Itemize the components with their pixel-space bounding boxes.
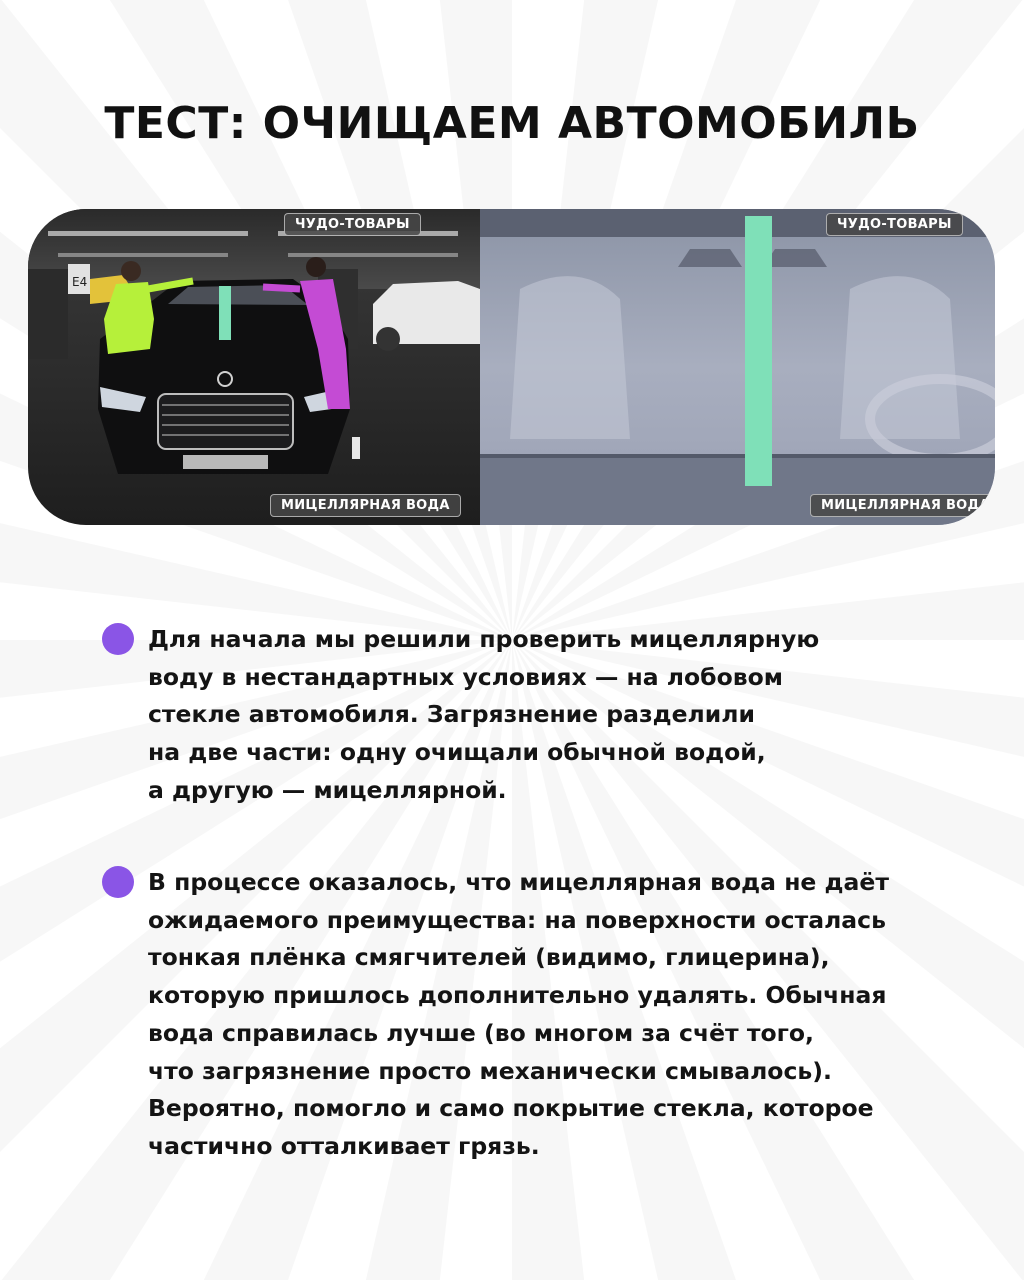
windshield-image: [480, 209, 995, 525]
watermark-top-right: ЧУДО-ТОВАРЫ: [826, 213, 963, 236]
watermark-bottom-right: МИЦЕЛЛЯРНАЯ ВОДА: [810, 494, 995, 517]
page-title: ТЕСТ: ОЧИЩАЕМ АВТОМОБИЛЬ: [104, 98, 920, 149]
watermark-bottom-left: МИЦЕЛЛЯРНАЯ ВОДА: [270, 494, 461, 517]
photo-collage: [28, 209, 995, 525]
garage-sign-text: E4: [72, 275, 88, 289]
bullet-text: В процессе оказалось, что мицеллярная вода не даёт ожидаемого преимущества: на поверхности осталась тонкая плёнка смягчителей (видимо, глицерина), которую пришлось дополнительно удалять. Обычная вода справилась лучше (во многом за счёт того, что загрязнение просто механически смывалось). Вероятно, помогло и само покрытие стекла, которое частично отталкивает грязь.: [148, 868, 889, 1160]
garage-car-image: [28, 209, 480, 525]
car-cleaning-photo: [28, 209, 480, 525]
bullet-dot-icon: [102, 866, 134, 898]
windshield-closeup-photo: [480, 209, 995, 525]
bullet-text: Для начала мы решили проверить мицеллярную воду в нестандартных условиях — на лобовом стекле автомобиля. Загрязнение разделили на две части: одну очищали обычной водой, а другую — мицеллярной.: [148, 625, 820, 804]
watermark-top-left: ЧУДО-ТОВАРЫ: [284, 213, 421, 236]
bullet-dot-icon: [102, 623, 134, 655]
